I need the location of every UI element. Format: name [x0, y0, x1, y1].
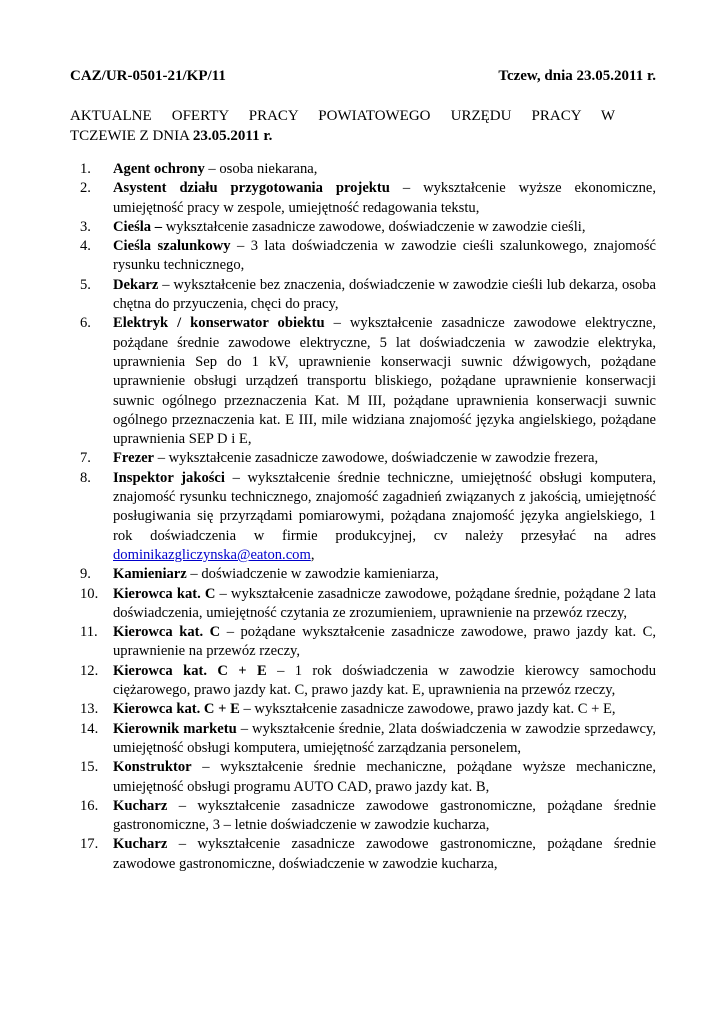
job-offer-item: [80, 314, 656, 449]
offer-position: Kierowca kat. C: [113, 585, 216, 602]
offer-details: – wykształcenie średnie mechaniczne, pożądane wyższe mechaniczne, umiejętność obsługi programu AUTO CAD, prawo jazdy kat. B,: [113, 759, 656, 795]
offer-position: Cieśla –: [113, 218, 163, 235]
offer-position: Frezer: [113, 450, 155, 467]
title-line-2-prefix: TCZEWIE Z DNIA: [70, 128, 193, 144]
place-date: Tczew, dnia 23.05.2011 r.: [498, 68, 656, 84]
offer-number: 17.: [80, 836, 99, 853]
offer-number: 6.: [80, 315, 91, 332]
job-offer-item: [80, 720, 656, 759]
document-header: [70, 68, 656, 85]
job-offer-item: [80, 160, 656, 179]
reference-number: CAZ/UR-0501-21/KP/11: [70, 68, 226, 84]
title-line-1: AKTUALNE OFERTY PRACY POWIATOWEGO URZĘDU PRACY W: [70, 108, 615, 124]
offer-details: – wykształcenie zasadnicze zawodowe, doświadczenie w zawodzie frezera,: [154, 450, 599, 467]
offer-position: Dekarz: [113, 276, 159, 293]
offer-position: Kierowca kat. C + E: [113, 662, 267, 679]
offer-position: Elektryk / konserwator obiektu: [113, 315, 325, 332]
offer-details: – 1 rok doświadczenia w zawodzie kierowcy samochodu ciężarowego, prawo jazdy kat. C, prawo jazdy kat. E, uprawnienia na przewóz rzeczy,: [113, 662, 657, 699]
offer-number: 1.: [80, 161, 91, 177]
offer-number: 7.: [80, 450, 91, 467]
offer-position: Kamieniarz: [113, 566, 187, 583]
offer-details: – wykształcenie zasadnicze zawodowe gastronomiczne, pożądane średnie gastronomiczne, 3 – letnie doświadczenie w zawodzie kucharza,: [113, 797, 656, 834]
offer-details: – pożądane wykształcenie zasadnicze zawodowe, prawo jazdy kat. C, uprawnienie na przewóz rzeczy,: [113, 624, 656, 660]
offer-details: – osoba niekarana,: [204, 161, 318, 177]
offer-details: – wykształcenie średnie, 2lata doświadczenia w zawodzie sprzedawcy, umiejętność obsługi komputera, umiejętność zarządzania personelem,: [113, 720, 656, 756]
offer-number: 5.: [80, 276, 91, 293]
job-offer-item: [80, 700, 656, 719]
offer-details-end: ,: [310, 546, 315, 563]
offer-position: Kierownik marketu: [113, 720, 237, 737]
offer-number: 16.: [80, 797, 99, 814]
job-offer-item: [80, 179, 656, 218]
offer-details: – wykształcenie bez znaczenia, doświadczenie w zawodzie cieśli lub dekarza, osoba chętna do przyuczenia, chęci do pracy,: [113, 276, 656, 313]
job-offer-item: [80, 565, 656, 584]
offer-position: Kucharz: [113, 836, 168, 853]
job-offer-item: [80, 797, 656, 836]
offer-number: 3.: [80, 218, 91, 235]
offer-number: 8.: [80, 469, 91, 486]
job-offer-item: [80, 449, 656, 468]
offer-position: Inspektor jakości: [113, 469, 225, 486]
offer-number: 15.: [80, 759, 99, 776]
job-offer-item: [80, 662, 656, 701]
job-offer-item: [80, 276, 656, 315]
job-offer-item: [80, 835, 656, 874]
offer-number: 10.: [80, 585, 99, 602]
offer-number: 2.: [80, 180, 91, 197]
job-offer-item: [80, 237, 656, 276]
offer-position: Agent ochrony: [113, 161, 205, 177]
offer-number: 11.: [80, 624, 98, 641]
offer-details: – wykształcenie średnie techniczne, umiejętność obsługi komputera, znajomość rysunku technicznego, znajomość zagadnień związanych z jakością, umiejętność posługiwania się przyrządami pomiarowymi, pożądana znajomość języka angielskiego, 1 rok doświadczenia w firmie produkcyjnej, cv należy przesyłać na adres: [113, 469, 656, 544]
offer-position: Asystent działu przygotowania projektu: [113, 180, 390, 197]
job-offers-list: [80, 160, 656, 874]
offer-number: 13.: [80, 701, 99, 718]
offer-position: Kierowca kat. C: [113, 624, 221, 641]
offer-details: – wykształcenie zasadnicze zawodowe, pożądane średnie, pożądane 2 lata doświadczenia, umiejętność czytania ze zrozumieniem, uprawnienie na przewóz rzeczy,: [113, 585, 656, 621]
offer-position: Konstruktor: [113, 759, 192, 776]
offer-email-link[interactable]: dominikazgliczynska@eaton.com: [113, 546, 311, 563]
offer-details: – wykształcenie zasadnicze zawodowe, prawo jazdy kat. C + E,: [239, 701, 616, 718]
title-date: 23.05.2011 r.: [192, 128, 273, 144]
offer-position: Cieśla szalunkowy: [113, 238, 231, 255]
job-offer-item: [80, 585, 656, 624]
document-title: [70, 106, 615, 146]
offer-number: 14.: [80, 720, 99, 737]
offer-details: – wykształcenie zasadnicze zawodowe gastronomiczne, pożądane średnie zawodowe gastronomiczne, doświadczenie w zawodzie kucharza,: [113, 836, 656, 872]
offer-details: wykształcenie zasadnicze zawodowe, doświadczenie w zawodzie cieśli,: [162, 218, 586, 235]
job-offer-item: [80, 469, 656, 565]
offer-position: Kucharz: [113, 797, 168, 814]
offer-details: – wykształcenie wyższe ekonomiczne, umiejętność pracy w zespole, umiejętność redagowania tekstu,: [113, 180, 656, 216]
offer-details: – doświadczenie w zawodzie kamieniarza,: [186, 566, 439, 583]
offer-details: – wykształcenie zasadnicze zawodowe elektryczne, pożądane średnie zawodowe elektryczne, 5 lat doświadczenia w zawodzie elektryka, uprawnienia Sep do 1 kV, uprawnienie konserwacji suwnic dźwigowych, pożądane uprawnienie obsługi urządzeń transportu bliskiego, pożądane uprawnienie konserwacji suwnic ogólnego przeznaczenia Kat. M III, pożądane uprawnienia konserwacji suwnic ogólnego przeznaczenia kat. E III, mile widziana znajomość języka angielskiego, pożądane uprawnienia SEP D i E,: [113, 315, 656, 448]
job-offer-item: [80, 623, 656, 662]
offer-number: 4.: [80, 238, 91, 255]
job-offer-item: [80, 218, 656, 237]
offer-position: Kierowca kat. C + E: [113, 701, 240, 718]
job-offer-item: [80, 758, 656, 797]
offer-details: – 3 lata doświadczenia w zawodzie cieśli szalunkowego, znajomość rysunku technicznego,: [113, 238, 656, 274]
offer-number: 9.: [80, 566, 91, 583]
title-line-2: [70, 126, 615, 146]
offer-number: 12.: [80, 662, 99, 679]
